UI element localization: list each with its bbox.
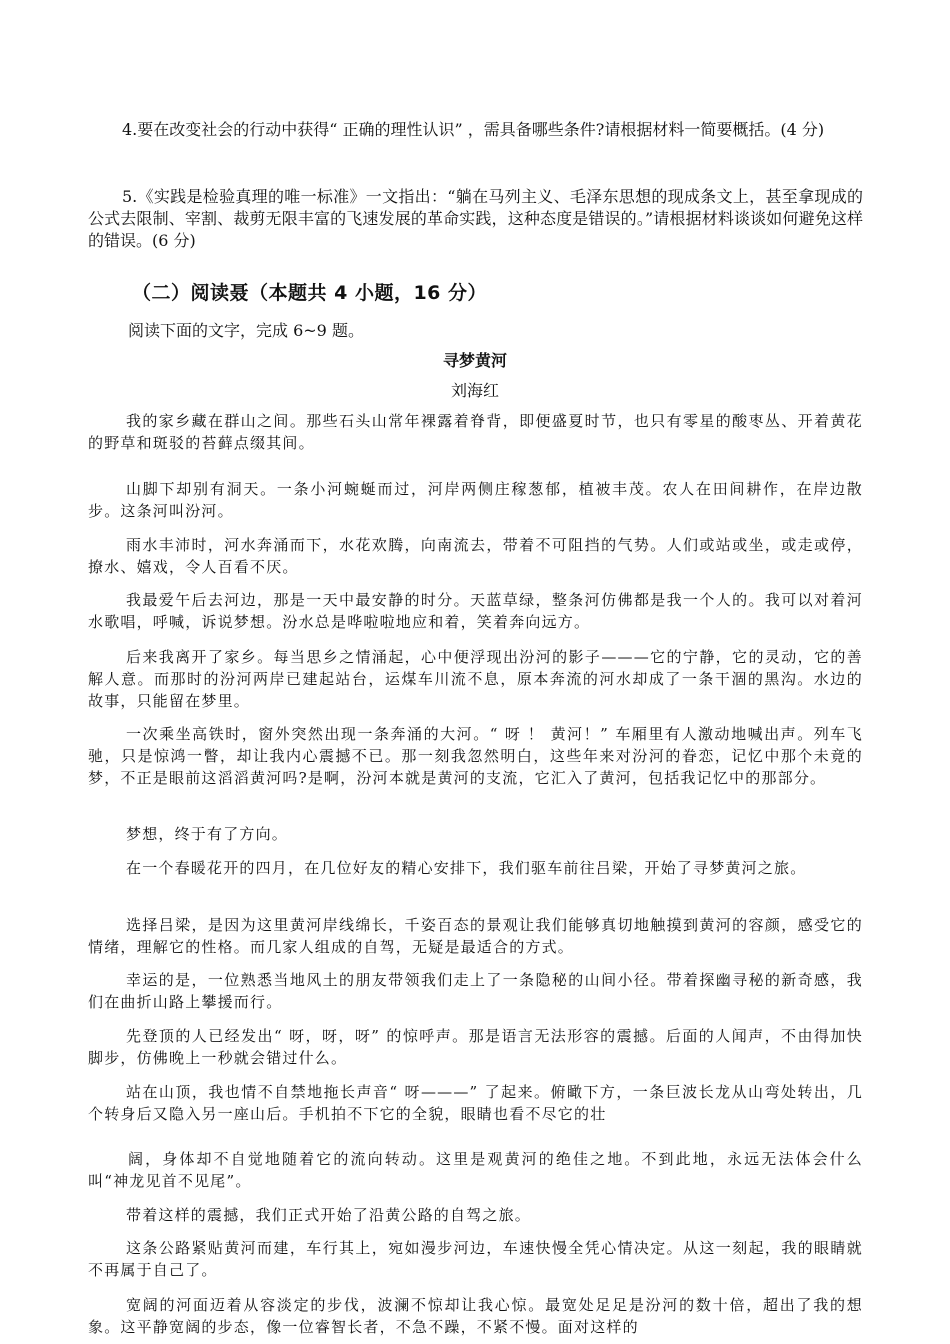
paragraph: 站在山顶，我也情不自禁地拖长声音“ 呀———” 了起来。俯瞰下方，一条巨波长龙从山弯处转出，几个转身后又隐入另一座山后。手机拍不下它的全貌，眼睛也看不尽它的壮 bbox=[88, 1083, 863, 1123]
question-5: 5.《实践是检验真理的唯一标准》一文指出：“躺在马列主义、毛泽东思想的现成条文上，甚至拿现成的公式去限制、宰割、裁剪无限丰富的飞速发展的革命实践，这种态度是错误的。”请根据材料谈谈如何避免这样的错误。(6 分) bbox=[88, 187, 863, 250]
reading-instruction: 阅读下面的文字，完成 6~9 题。 bbox=[128, 321, 364, 340]
paragraph: 雨水丰沛时，河水奔涌而下，水花欢腾，向南流去，带着不可阻挡的气势。人们或站或坐，或走或停，撩水、嬉戏，令人百看不厌。 bbox=[88, 536, 863, 576]
paragraph: 一次乘坐高铁时，窗外突然出现一条奔涌的大河。“ 呀 ！ 黄河！” 车厢里有人激动地喊出声。列车飞驰，只是惊鸿一瞥，却让我内心震撼不已。那一刻我忽然明白，这些年来对汾河的眷恋，记忆中那个未竟的梦，不正是眼前这滔滔黄河吗?是啊，汾河本就是黄河的支流，它汇入了黄河，包括我记忆中的那部分。 bbox=[88, 725, 863, 787]
paragraph: 幸运的是，一位熟悉当地风土的朋友带领我们走上了一条隐秘的山间小径。带着探幽寻秘的新奇感，我们在曲折山路上攀援而行。 bbox=[88, 971, 863, 1011]
question-4: 4.要在改变社会的行动中获得“ 正确的理性认识” ，需具备哪些条件?请根据材料一简要概括。(4 分) bbox=[122, 120, 825, 139]
paragraph: 我的家乡藏在群山之间。那些石头山常年裸露着脊背，即便盛夏时节，也只有零星的酸枣丛、开着黄花的野草和斑驳的苔藓点缀其间。 bbox=[88, 412, 863, 452]
paragraph: 我最爱午后去河边，那是一天中最安静的时分。天蓝草绿，整条河仿佛都是我一个人的。我可以对着河水歌唱，呼喊，诉说梦想。汾水总是哗啦啦地应和着，笑着奔向远方。 bbox=[88, 591, 863, 631]
paragraph: 带着这样的震撼，我们正式开始了沿黄公路的自驾之旅。 bbox=[126, 1206, 532, 1224]
article-author: 刘海红 bbox=[450, 381, 499, 400]
paragraph: 后来我离开了家乡。每当思乡之情涌起，心中便浮现出汾河的影子———它的宁静，它的灵动，它的善解人意。而那时的汾河两岸已建起站台，运煤车川流不息，原本奔流的河水却成了一条干涸的黑沟。水边的故事，只能留在梦里。 bbox=[88, 648, 863, 710]
paragraph: 在一个春暖花开的四月，在几位好友的精心安排下，我们驱车前往吕梁，开始了寻梦黄河之旅。 bbox=[126, 859, 807, 877]
paragraph: 梦想，终于有了方向。 bbox=[126, 825, 289, 843]
section-heading: （二）阅读聂（本题共 4 小题，16 分） bbox=[132, 282, 488, 304]
paragraph: 这条公路紧贴黄河而建，车行其上，宛如漫步河边，车速快慢全凭心情决定。从这一刻起，我的眼睛就不再属于自己了。 bbox=[88, 1239, 863, 1279]
paragraph: 选择吕梁，是因为这里黄河岸线绵长，千姿百态的景观让我们能够真切地触摸到黄河的容颜，感受它的情绪，理解它的性格。而几家人组成的自驾，无疑是最适合的方式。 bbox=[88, 916, 863, 956]
paragraph-continued: 阔，身体却不自觉地随着它的流向转动。这里是观黄河的绝佳之地。不到此地，永远无法体会什么叫“神龙见首不见尾”。 bbox=[88, 1150, 863, 1190]
paragraph: 宽阔的河面迈着从容淡定的步伐，波澜不惊却让我心惊。最宽处足足是汾河的数十倍，超出了我的想象。这平静宽阔的步态，像一位睿智长者，不急不躁，不紧不慢。面对这样的 bbox=[88, 1296, 863, 1336]
article-title: 寻梦黄河 bbox=[442, 351, 507, 370]
paragraph: 山脚下却别有洞天。一条小河蜿蜒而过，河岸两侧庄稼葱郁，植被丰茂。农人在田间耕作，在岸边散步。这条河叫汾河。 bbox=[88, 480, 863, 520]
paragraph: 先登顶的人已经发出“ 呀，呀，呀” 的惊呼声。那是语言无法形容的震撼。后面的人闻声，不由得加快脚步，仿佛晚上一秒就会错过什么。 bbox=[88, 1027, 863, 1067]
